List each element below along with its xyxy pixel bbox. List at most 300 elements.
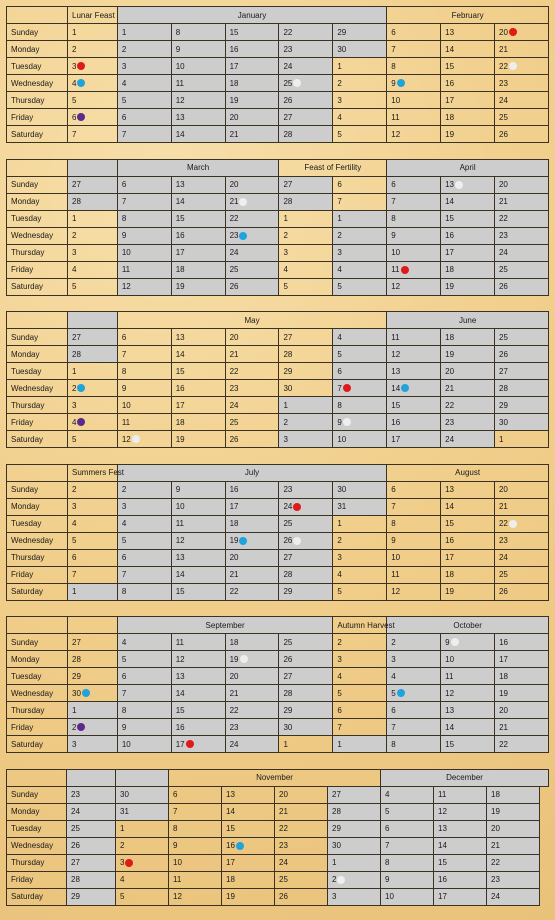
date-cell <box>171 566 225 583</box>
date-number: 21 <box>499 722 508 732</box>
date-number: 22 <box>499 739 508 749</box>
week-row <box>7 329 549 346</box>
date-number: 12 <box>121 282 131 291</box>
date-number: 18 <box>175 265 185 274</box>
date-cell <box>222 837 275 854</box>
date-cell <box>333 92 387 109</box>
date-number: 3 <box>337 248 342 257</box>
date-number: 4 <box>337 671 342 681</box>
date-number: 11 <box>391 332 400 342</box>
date-number: 23 <box>445 417 455 427</box>
date-cell <box>171 278 225 295</box>
date-cell <box>387 109 441 126</box>
date-cell <box>441 532 495 549</box>
date-cell <box>225 651 279 668</box>
date-number: 27 <box>283 671 293 681</box>
moon-phase-red-icon <box>343 384 351 392</box>
date-number: 8 <box>121 366 127 376</box>
date-cell <box>171 719 225 736</box>
date-cell <box>225 109 279 126</box>
date-number: 15 <box>445 214 454 223</box>
date-number: 4 <box>337 265 342 274</box>
date-cell <box>333 176 387 193</box>
moon-phase-white-icon <box>293 537 301 545</box>
date-number: 2 <box>72 722 77 732</box>
date-cell <box>279 92 333 109</box>
date-cell <box>67 820 116 837</box>
date-cell <box>225 126 279 143</box>
moon-phase-white-icon <box>132 435 140 443</box>
date-number: 23 <box>498 231 508 240</box>
date-cell <box>387 566 441 583</box>
month-header: Feast of Fertility <box>279 159 387 176</box>
date-number: 28 <box>283 570 293 579</box>
date-cell <box>225 668 279 685</box>
date-number: 5 <box>72 282 77 291</box>
date-number: 2 <box>120 841 125 850</box>
date-number: 27 <box>499 366 508 376</box>
date-cell <box>494 549 548 566</box>
date-number: 5 <box>72 95 77 105</box>
date-cell <box>494 244 548 261</box>
date-cell <box>117 702 171 719</box>
date-cell <box>387 431 441 448</box>
date-cell <box>171 481 225 498</box>
date-cell <box>117 431 171 448</box>
date-cell <box>68 668 118 685</box>
date-number: 30 <box>337 44 347 54</box>
moon-phase-purple-icon <box>77 113 85 121</box>
date-number: 22 <box>499 61 508 71</box>
weekday-label: Tuesday <box>7 820 67 837</box>
date-number: 21 <box>229 688 239 698</box>
date-number: 23 <box>229 722 239 732</box>
date-number: 1 <box>337 519 342 528</box>
date-number: 12 <box>391 282 401 291</box>
date-cell <box>68 41 118 58</box>
week-row <box>7 651 549 668</box>
date-number: 3 <box>332 892 337 901</box>
date-cell <box>441 498 495 515</box>
date-number: 3 <box>120 858 125 867</box>
date-number: 9 <box>445 637 450 647</box>
date-number: 18 <box>229 78 239 88</box>
date-cell <box>333 583 387 600</box>
week-row <box>7 41 549 58</box>
date-cell <box>495 109 549 126</box>
date-number: 26 <box>71 841 80 850</box>
date-cell <box>328 888 381 905</box>
date-number: 14 <box>445 722 455 732</box>
date-cell <box>171 126 225 143</box>
date-cell <box>279 329 333 346</box>
date-number: 13 <box>226 790 235 799</box>
date-cell <box>434 837 487 854</box>
date-number: 27 <box>283 112 293 122</box>
date-number: 1 <box>337 61 342 71</box>
date-number: 3 <box>72 61 77 71</box>
date-number: 23 <box>229 231 239 240</box>
date-cell <box>275 786 328 803</box>
date-cell <box>495 329 549 346</box>
weekday-label: Monday <box>7 803 67 820</box>
date-number: 16 <box>445 231 454 240</box>
date-number: 4 <box>283 265 288 274</box>
date-number: 11 <box>391 112 400 122</box>
weekday-label: Wednesday <box>7 75 68 92</box>
date-cell <box>171 685 225 702</box>
date-cell <box>434 820 487 837</box>
date-cell <box>387 719 441 736</box>
date-number: 1 <box>72 705 77 715</box>
date-number: 21 <box>499 44 508 54</box>
date-cell <box>171 109 225 126</box>
date-number: 10 <box>175 502 185 511</box>
date-number: 3 <box>72 248 77 257</box>
date-number: 20 <box>498 180 508 189</box>
date-number: 8 <box>385 858 390 867</box>
date-number: 22 <box>498 214 508 223</box>
date-number: 12 <box>445 688 455 698</box>
date-cell <box>68 363 118 380</box>
date-cell <box>116 820 169 837</box>
date-cell <box>441 397 495 414</box>
date-cell <box>68 193 118 210</box>
date-cell <box>117 210 171 227</box>
month-header: May <box>117 312 386 329</box>
month-header: November <box>169 769 381 786</box>
date-cell <box>225 498 279 515</box>
date-cell <box>495 397 549 414</box>
festival-header: Summers Fest <box>68 464 118 481</box>
date-cell <box>494 210 548 227</box>
date-number: 29 <box>283 705 293 715</box>
date-number: 8 <box>173 824 178 833</box>
date-number: 24 <box>229 739 239 749</box>
date-number: 15 <box>445 739 455 749</box>
date-number: 21 <box>229 197 239 206</box>
date-cell <box>494 227 548 244</box>
moon-phase-red-icon <box>186 740 194 748</box>
date-number: 15 <box>229 27 239 37</box>
date-cell <box>441 549 495 566</box>
date-cell <box>117 261 171 278</box>
date-number: 12 <box>173 892 182 901</box>
moon-phase-white-icon <box>509 520 517 528</box>
date-cell <box>117 126 171 143</box>
date-number: 22 <box>491 858 500 867</box>
date-cell <box>117 634 171 651</box>
date-cell <box>441 210 495 227</box>
date-cell <box>279 261 333 278</box>
date-number: 7 <box>72 570 77 579</box>
weekday-label: Monday <box>7 346 68 363</box>
header-cell <box>116 769 169 786</box>
date-number: 26 <box>229 282 239 291</box>
date-cell <box>494 261 548 278</box>
date-cell <box>387 261 441 278</box>
header-corner <box>7 464 68 481</box>
date-cell <box>495 380 549 397</box>
date-cell <box>494 278 548 295</box>
date-cell <box>116 854 169 871</box>
date-number: 16 <box>445 536 455 545</box>
date-number: 14 <box>175 197 185 206</box>
weekday-label: Sunday <box>7 24 68 41</box>
date-cell <box>225 41 279 58</box>
moon-phase-red-icon <box>293 503 301 511</box>
date-cell <box>67 803 116 820</box>
date-cell <box>117 736 171 753</box>
date-cell <box>225 515 279 532</box>
date-cell <box>68 227 118 244</box>
date-number: 2 <box>121 44 127 54</box>
date-cell <box>381 820 434 837</box>
date-cell <box>225 227 279 244</box>
date-cell <box>279 380 333 397</box>
date-cell <box>441 244 495 261</box>
date-cell <box>279 227 333 244</box>
date-cell <box>333 329 387 346</box>
date-number: 23 <box>229 383 239 393</box>
date-number: 6 <box>391 27 396 37</box>
date-cell <box>333 58 387 75</box>
date-number: 18 <box>491 790 500 799</box>
date-cell <box>171 41 225 58</box>
date-number: 24 <box>71 807 80 816</box>
date-number: 6 <box>391 180 396 189</box>
date-cell <box>495 651 549 668</box>
weekday-label: Sunday <box>7 481 68 498</box>
date-number: 10 <box>391 95 401 105</box>
date-number: 10 <box>385 892 394 901</box>
date-cell <box>495 719 549 736</box>
date-number: 11 <box>391 265 400 274</box>
date-cell <box>279 583 333 600</box>
date-number: 2 <box>337 637 342 647</box>
date-number: 26 <box>283 536 293 545</box>
date-cell <box>171 329 225 346</box>
date-number: 22 <box>229 587 239 596</box>
date-cell <box>495 702 549 719</box>
date-number: 25 <box>229 265 239 274</box>
date-number: 10 <box>337 434 347 444</box>
date-number: 16 <box>391 417 401 427</box>
date-cell <box>222 786 275 803</box>
header-corner <box>7 7 68 24</box>
date-number: 6 <box>72 553 77 562</box>
quarter-block-3 <box>0 305 555 458</box>
date-number: 2 <box>72 231 77 240</box>
date-cell <box>117 278 171 295</box>
date-cell <box>441 261 495 278</box>
date-cell <box>171 668 225 685</box>
date-number: 24 <box>498 553 508 562</box>
weekday-label: Monday <box>7 193 68 210</box>
date-number: 25 <box>283 519 293 528</box>
date-number: 5 <box>337 688 342 698</box>
weekday-label: Monday <box>7 498 68 515</box>
month-grid <box>6 6 549 143</box>
date-cell <box>171 634 225 651</box>
header-cell <box>68 617 118 634</box>
date-number: 6 <box>391 705 396 715</box>
date-number: 15 <box>445 519 455 528</box>
date-number: 22 <box>283 27 293 37</box>
date-cell <box>117 481 171 498</box>
date-number: 17 <box>175 400 185 410</box>
date-number: 6 <box>121 180 127 189</box>
date-number: 5 <box>72 536 77 545</box>
date-number: 2 <box>72 485 77 494</box>
week-row <box>7 685 549 702</box>
date-number: 9 <box>173 841 178 850</box>
weekday-label: Wednesday <box>7 227 68 244</box>
date-number: 17 <box>499 654 508 664</box>
date-cell <box>68 414 118 431</box>
date-number: 26 <box>283 654 293 664</box>
date-cell <box>275 803 328 820</box>
date-cell <box>225 532 279 549</box>
date-cell <box>116 888 169 905</box>
date-cell <box>487 803 540 820</box>
date-cell <box>225 736 279 753</box>
date-cell <box>387 634 441 651</box>
date-cell <box>117 651 171 668</box>
date-cell <box>225 244 279 261</box>
date-cell <box>387 227 441 244</box>
date-number: 28 <box>283 349 293 359</box>
date-cell <box>116 803 169 820</box>
date-number: 20 <box>229 332 239 342</box>
date-cell <box>441 668 495 685</box>
date-number: 24 <box>279 858 288 867</box>
date-number: 30 <box>72 688 81 698</box>
date-cell <box>67 888 116 905</box>
date-cell <box>275 888 328 905</box>
date-number: 28 <box>283 688 293 698</box>
date-cell <box>495 685 549 702</box>
date-cell <box>279 363 333 380</box>
date-cell <box>68 685 118 702</box>
date-number: 19 <box>229 536 239 545</box>
header-corner <box>7 617 68 634</box>
date-cell <box>225 58 279 75</box>
date-cell <box>387 549 441 566</box>
moon-phase-blue-icon <box>77 79 85 87</box>
date-number: 26 <box>498 282 508 291</box>
date-number: 6 <box>337 180 342 189</box>
date-cell <box>333 261 387 278</box>
date-number: 21 <box>498 502 508 511</box>
date-cell <box>117 24 171 41</box>
date-number: 31 <box>120 807 129 816</box>
date-number: 4 <box>337 570 342 579</box>
weekday-label: Friday <box>7 566 68 583</box>
date-number: 4 <box>121 78 127 88</box>
date-cell <box>328 854 381 871</box>
date-cell <box>441 329 495 346</box>
date-number: 3 <box>121 502 127 511</box>
date-cell <box>387 329 441 346</box>
date-cell <box>171 397 225 414</box>
date-number: 24 <box>283 502 293 511</box>
date-number: 27 <box>283 180 293 189</box>
date-number: 28 <box>499 383 508 393</box>
date-cell <box>328 803 381 820</box>
weekday-label: Friday <box>7 414 68 431</box>
week-row <box>7 583 549 600</box>
date-cell <box>381 837 434 854</box>
week-row <box>7 719 549 736</box>
date-cell <box>441 126 495 143</box>
date-cell <box>328 820 381 837</box>
date-cell <box>68 176 118 193</box>
date-number: 19 <box>175 282 185 291</box>
quarter-block-4 <box>0 458 555 611</box>
date-cell <box>333 41 387 58</box>
date-number: 17 <box>445 95 455 105</box>
date-number: 1 <box>332 858 337 867</box>
date-cell <box>495 75 549 92</box>
date-cell <box>328 837 381 854</box>
week-row <box>7 92 549 109</box>
date-number: 20 <box>491 824 500 833</box>
date-number: 18 <box>445 265 454 274</box>
date-cell <box>387 210 441 227</box>
month-header: March <box>117 159 279 176</box>
date-number: 13 <box>175 112 185 122</box>
date-cell <box>68 380 118 397</box>
date-cell <box>387 244 441 261</box>
date-cell <box>222 888 275 905</box>
date-cell <box>495 431 549 448</box>
month-grid <box>6 159 549 296</box>
date-number: 6 <box>72 112 77 122</box>
date-number: 16 <box>229 485 239 494</box>
week-row <box>7 397 549 414</box>
date-cell <box>279 549 333 566</box>
date-cell <box>171 75 225 92</box>
week-row <box>7 210 549 227</box>
date-number: 18 <box>445 332 455 342</box>
date-number: 12 <box>438 807 447 816</box>
week-row <box>7 24 549 41</box>
date-cell <box>495 92 549 109</box>
date-number: 19 <box>445 282 454 291</box>
date-cell <box>494 481 548 498</box>
date-number: 15 <box>175 366 185 376</box>
date-cell <box>494 583 548 600</box>
date-cell <box>333 227 387 244</box>
date-cell <box>68 566 118 583</box>
date-number: 17 <box>391 434 401 444</box>
header-cell <box>67 769 116 786</box>
weekday-label: Saturday <box>7 126 68 143</box>
date-number: 10 <box>175 61 185 71</box>
date-cell <box>171 261 225 278</box>
date-number: 4 <box>72 417 77 427</box>
date-cell <box>171 736 225 753</box>
weekday-label: Friday <box>7 871 67 888</box>
date-number: 26 <box>229 434 239 444</box>
date-cell <box>333 126 387 143</box>
date-number: 4 <box>337 112 342 122</box>
date-number: 30 <box>337 485 347 494</box>
date-cell <box>333 719 387 736</box>
date-number: 20 <box>229 180 239 189</box>
date-number: 30 <box>332 841 341 850</box>
